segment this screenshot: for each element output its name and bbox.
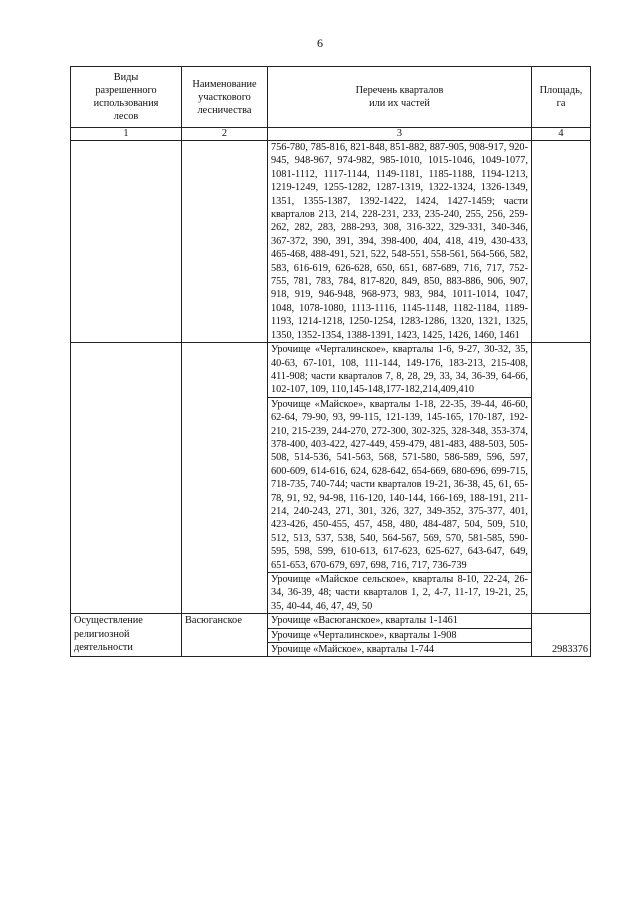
quarter-list-cell: Урочище «Черталинское», кварталы 1-908 (268, 628, 532, 642)
quarter-list-cell: 756-780, 785-816, 821-848, 851-882, 887-905, 908-917, 920-945, 948-967, 974-982, 985-1010, 1015-1046, 1049-1077, 1081-1112, 1117-1144, 1149-1181, 1185-1188, 1194-1213, 1219-1249, 1255-1282, 1287-1319, 1322-1324, 1326-1349, 1351, 1355-1387, 1392-1422, 1424, 1427-1459; части кварталов 213, 214, 228-231, 233, 235-240, 255, 256, 259-262, 282, 283, 288-293, 308, 316-322, 329-331, 340-346, 367-372, 390, 391, 394, 398-400, 404, 418, 419, 430-433, 465-468, 488-491, 521, 522, 548-551, 558-561, 564-566, 582, 583, 616-619, 626-628, 650, 651, 687-689, 716, 717, 752-755, 781, 783, 784, 817-820, 849, 850, 883-886, 906, 907, 918, 919, 946-948, 968-973, 983, 984, 1011-1014, 1047, 1048, 1078-1080, 1113-1116, 1145-1148, 1182-1184, 1189-1193, 1214-1218, 1250-1254, 1283-1286, 1320, 1321, 1325, 1350, 1352-1354, 1388-1391, 1423, 1425, 1426, 1460, 1461 (268, 141, 532, 343)
religious-forestry: Васюганское (182, 614, 268, 657)
col-number-1: 1 (71, 128, 182, 141)
header-forestry-name: Наименование участкового лесничества (182, 67, 268, 128)
table-row (71, 141, 591, 343)
header-area: Площадь, га (532, 67, 591, 128)
quarter-list-cell: Урочище «Майское сельское», кварталы 8-10, 22-24, 26-34, 36-39, 48; части кварталов 1, 2, 4-7, 11-17, 19-21, 25, 35, 40-44, 46, 47, 49, 50 (268, 573, 532, 614)
col-number-4: 4 (532, 128, 591, 141)
religious-area: 2983376 (532, 614, 591, 657)
column-number-row (71, 128, 591, 141)
area-cell (532, 141, 591, 343)
forestry-cell (182, 343, 268, 614)
header-quarter-list: Перечень кварталов или их частей (268, 67, 532, 128)
quarter-list-cell: Урочище «Майское», кварталы 1-744 (268, 643, 532, 657)
use-type-cell (71, 343, 182, 614)
quarter-list-cell: Урочище «Васюганское», кварталы 1-1461 (268, 614, 532, 628)
area-cell (532, 343, 591, 614)
header-row (71, 67, 591, 128)
col-number-3: 3 (268, 128, 532, 141)
page-number: 6 (317, 36, 323, 50)
col-number-2: 2 (182, 128, 268, 141)
forest-use-table (70, 66, 591, 657)
table-row (71, 614, 591, 628)
quarter-list-cell: Урочище «Черталинское», кварталы 1-6, 9-27, 30-32, 35, 40-63, 67-101, 108, 111-144, 149-176, 183-213, 215-408, 411-908; части кварталов 7, 8, 28, 29, 33, 34, 36-39, 64-66, 102-107, 109, 110,145-148,177-182,214,409,410 (268, 343, 532, 398)
use-type-cell (71, 141, 182, 343)
header-use-type: Виды разрешенного использования лесов (71, 67, 182, 128)
forestry-cell (182, 141, 268, 343)
table-row (71, 343, 591, 398)
quarter-list-cell: Урочище «Майское», кварталы 1-18, 22-35, 39-44, 46-60, 62-64, 79-90, 93, 99-115, 121-139, 145-165, 170-187, 192-210, 215-239, 244-270, 272-300, 302-325, 328-348, 353-374, 378-400, 403-422, 427-449, 459-479, 481-483, 488-503, 505-508, 514-536, 541-563, 568, 571-580, 586-589, 596, 597, 600-609, 614-616, 624, 628-642, 654-669, 680-696, 699-715, 718-735, 740-744; части кварталов 19-21, 36-38, 45, 61, 65-78, 91, 92, 94-98, 116-120, 140-144, 166-169, 188-191, 211-214, 240-243, 271, 301, 326, 327, 349-352, 375-377, 401, 423-426, 450-455, 457, 458, 480, 484-487, 504, 509, 510, 512, 513, 537, 538, 540, 564-567, 569, 570, 581-585, 590-595, 598, 599, 610-613, 617-623, 625-627, 643-647, 649, 651-653, 670-679, 697, 698, 716, 717, 736-739 (268, 397, 532, 572)
religious-use-type: Осуществление религиозной деятельности (71, 614, 182, 657)
